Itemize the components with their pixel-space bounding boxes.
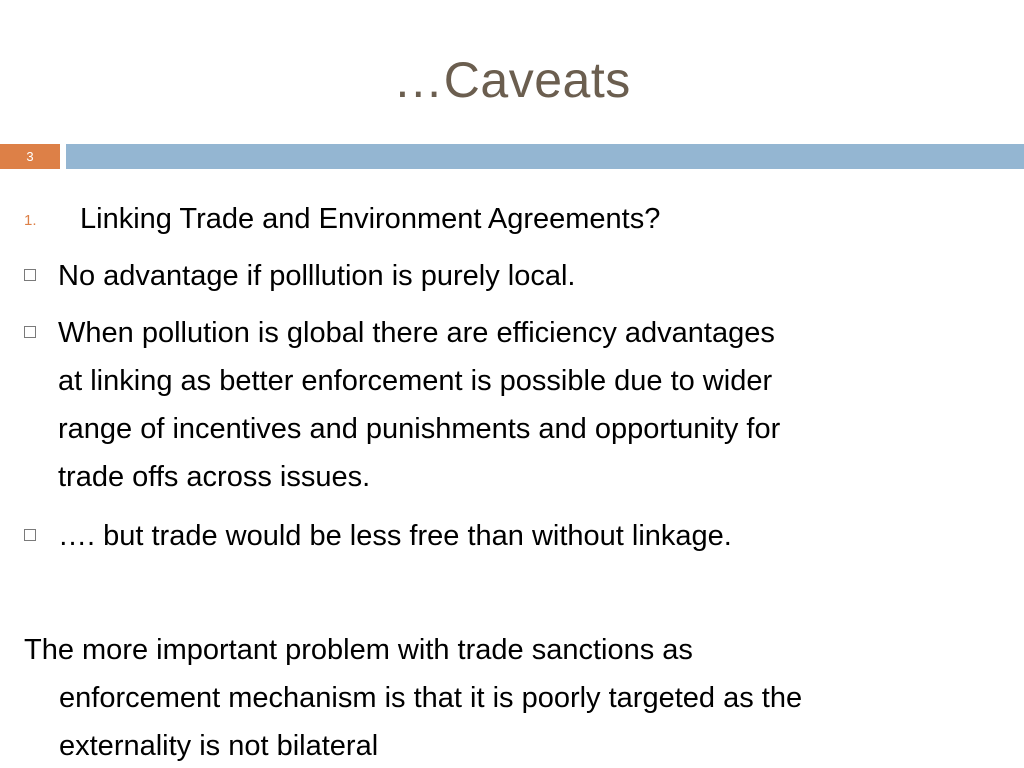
bullet-text [58,252,988,300]
closing-paragraph [24,626,984,768]
bullet-line: at linking as better enforcement is possible due to wider [58,365,773,397]
paragraph-line: enforcement mechanism is that it is poorly targeted as the [59,682,803,714]
paragraph-line: externality is not bilateral [59,730,379,762]
list-number: 1. [24,212,37,229]
square-bullet-icon [24,529,36,541]
numbered-item-text: Linking Trade and Environment Agreements? [80,203,661,235]
paragraph-line: The more important problem with trade sanctions as [24,634,693,666]
bullet-line: No advantage if polllution is purely local. [58,260,576,292]
square-bullet-icon [24,269,36,281]
slide-title: …Caveats [393,52,631,108]
bullet-line: When pollution is global there are efficiency advantages [58,317,775,349]
bullet-text [58,512,988,560]
bullet-line: trade offs across issues. [58,461,371,493]
title-divider-bar [66,144,1024,169]
square-bullet-icon [24,326,36,338]
bullet-line: …. but trade would be less free than without linkage. [58,520,732,552]
bullet-line: range of incentives and punishments and opportunity for [58,413,781,445]
slide-number: 3 [0,144,60,169]
bullet-text [58,309,988,501]
